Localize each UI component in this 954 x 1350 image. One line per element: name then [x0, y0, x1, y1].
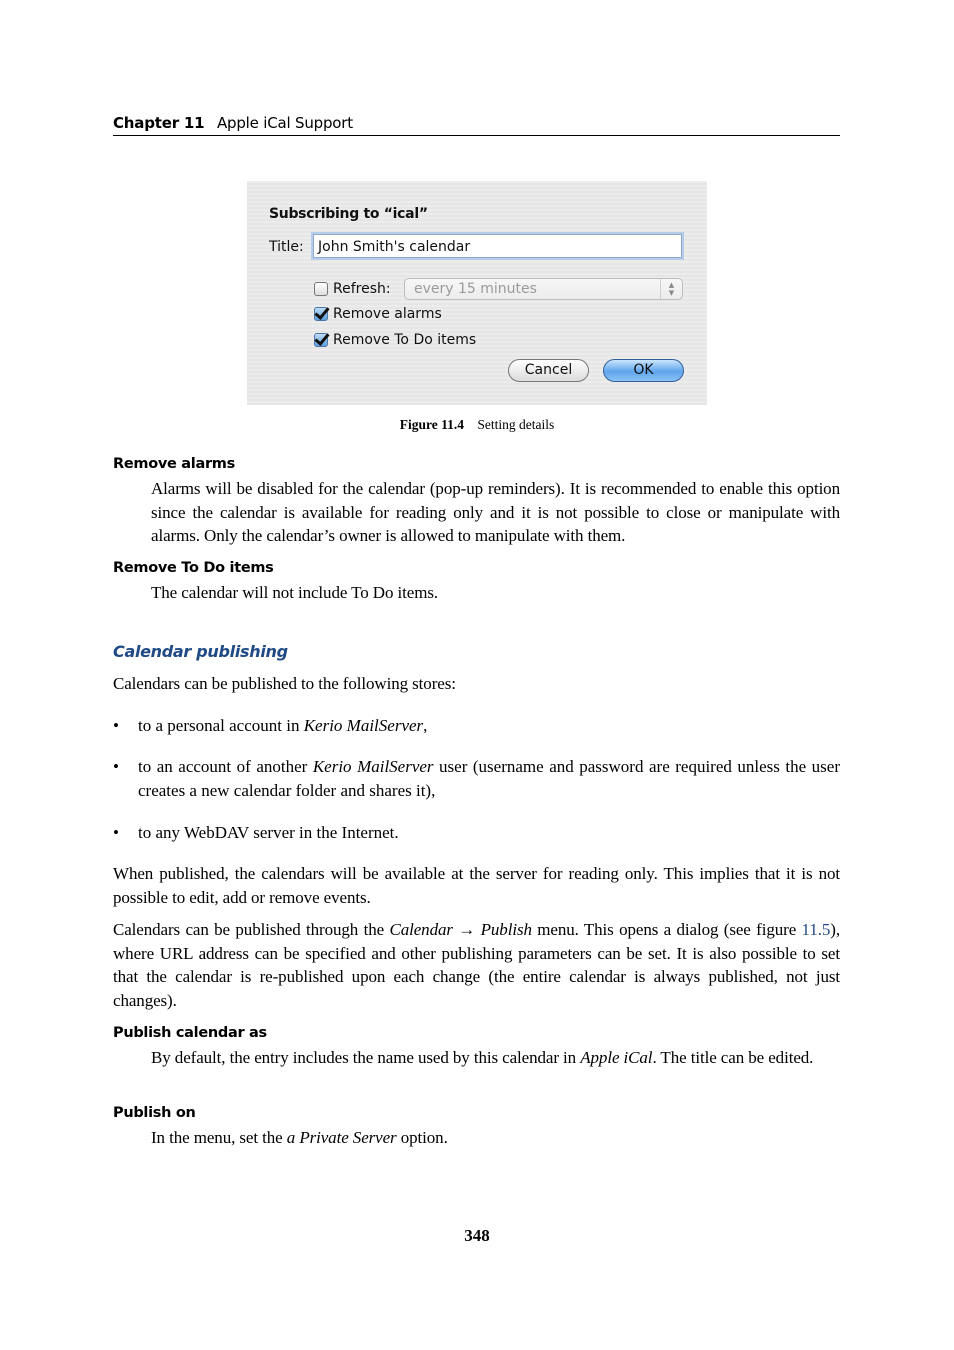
chapter-number: Chapter 11 — [113, 114, 205, 132]
remove-todo-row — [314, 332, 476, 348]
product-name: Apple iCal — [580, 1048, 653, 1067]
menu-name: Calendar — [389, 920, 453, 939]
text: In the menu, set the — [151, 1128, 287, 1147]
desc-publish-on — [151, 1126, 840, 1150]
remove-alarms-row — [314, 306, 442, 322]
bullet-text: to any WebDAV server in the Internet. — [138, 823, 399, 842]
cancel-button[interactable]: Cancel — [508, 359, 589, 382]
desc-publish-calendar-as — [151, 1046, 840, 1070]
updown-arrows-icon: ▲ ▼ — [660, 279, 682, 299]
running-header — [113, 114, 840, 136]
title-label: Title: — [269, 239, 304, 255]
refresh-row — [314, 281, 391, 297]
desc-remove-todo: The calendar will not include To Do items. — [151, 583, 439, 602]
remove-alarms-checkbox[interactable] — [314, 307, 328, 321]
arrow-icon: → — [452, 920, 481, 939]
bullet-icon: • — [113, 823, 119, 842]
refresh-interval-select[interactable] — [404, 278, 683, 300]
figure-number: Figure 11.4 — [399, 417, 464, 432]
remove-todo-checkbox[interactable] — [314, 333, 328, 347]
refresh-checkbox[interactable] — [314, 282, 328, 296]
text: option. — [396, 1128, 448, 1147]
text: . The title can be edited. — [652, 1048, 814, 1067]
figure-caption-text: Setting details — [477, 417, 555, 432]
dialog-heading: Subscribing to “ical” — [269, 206, 428, 222]
refresh-interval-value: every 15 minutes — [414, 281, 537, 297]
title-input[interactable]: John Smith's calendar — [313, 234, 682, 258]
term-publish-on: Publish on — [113, 1105, 196, 1121]
figure-link[interactable]: 11.5 — [801, 920, 831, 939]
paragraph-read-only: When published, the calendars will be available at the server for reading only. This implies that it is not possible to edit, add or remove events. — [113, 864, 840, 907]
page-number: 348 — [464, 1226, 490, 1245]
text: menu. This opens a dialog (see figure — [531, 920, 802, 939]
product-name: Kerio MailServer — [312, 757, 434, 776]
remove-alarms-label: Remove alarms — [333, 306, 442, 322]
ok-button[interactable]: OK — [603, 359, 684, 382]
section-title: Calendar publishing — [113, 642, 288, 661]
refresh-label: Refresh: — [333, 281, 391, 297]
text: ), where URL address can be specified and other publishing parameters can be set. It is also possible to set that the calendar is re-published upon each change (the entire calendar is always published, not just changes). — [113, 920, 840, 1011]
option-name: a Private Server — [286, 1128, 397, 1147]
product-name: Kerio MailServer — [303, 716, 424, 735]
bullet-text: to a personal account in — [138, 716, 304, 735]
bullet-text: to an account of another — [138, 757, 313, 776]
paragraph-publish-menu — [113, 918, 840, 1013]
bullet-text: user (username and password are required unless the user creates a new calendar folder and shares it), — [138, 757, 841, 800]
section-intro: Calendars can be published to the following stores: — [113, 674, 456, 693]
menu-item-name: Publish — [480, 920, 532, 939]
chapter-title: Apple iCal Support — [216, 114, 353, 132]
figure-caption — [0, 417, 954, 433]
bullet-icon: • — [113, 757, 119, 776]
desc-remove-alarms: Alarms will be disabled for the calendar (pop-up reminders). It is recommended to enable this option since the calendar is available for reading only and it is not possible to close or manipulate with alarms. Only the calendar’s owner is allowed to manipulate with them. — [151, 479, 840, 546]
term-remove-todo: Remove To Do items — [113, 560, 274, 576]
text: Calendars can be published through the — [113, 920, 390, 939]
term-publish-calendar-as: Publish calendar as — [113, 1025, 267, 1041]
text: By default, the entry includes the name used by this calendar in — [151, 1048, 581, 1067]
bullet-text: , — [423, 716, 428, 735]
subscribe-dialog — [247, 181, 707, 405]
bullet-icon: • — [113, 716, 119, 735]
remove-todo-label: Remove To Do items — [333, 332, 477, 348]
term-remove-alarms: Remove alarms — [113, 456, 235, 472]
